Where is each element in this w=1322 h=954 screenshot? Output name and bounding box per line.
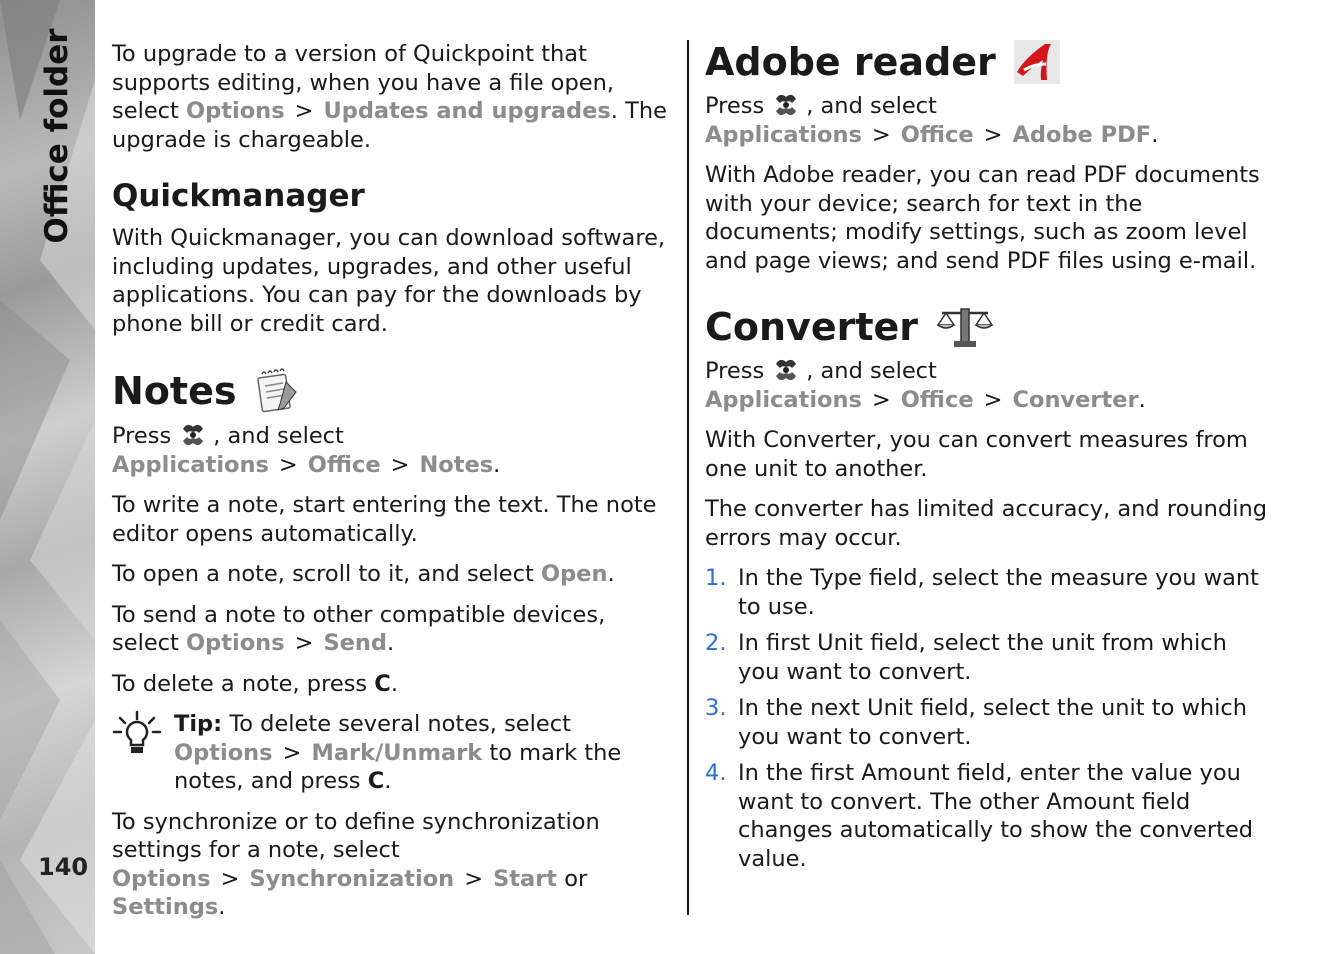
step-number: 4. bbox=[705, 760, 727, 786]
path-separator: > bbox=[294, 98, 314, 124]
menu-key-icon bbox=[770, 355, 802, 385]
converter-scale-icon bbox=[936, 305, 994, 349]
tip-text bbox=[174, 710, 674, 796]
menu-office: Office bbox=[307, 451, 381, 478]
menu-settings: Settings bbox=[112, 894, 219, 920]
adobe-description-paragraph: With Adobe reader, you can read PDF documents with your device; search for text in the documents; modify settings, such as zoom level and page views; and send PDF files using e-mail. bbox=[705, 162, 1260, 274]
column-divider bbox=[687, 40, 689, 915]
text: or bbox=[557, 865, 588, 892]
step-number: 2. bbox=[705, 630, 727, 656]
text: To delete several notes, select bbox=[222, 711, 571, 737]
tip-lightbulb-icon bbox=[112, 710, 162, 756]
menu-options: Options bbox=[186, 98, 285, 124]
page-number: 140 bbox=[38, 853, 89, 881]
converter-steps-list bbox=[705, 564, 1271, 873]
menu-office: Office bbox=[900, 386, 974, 413]
text: To delete a note, press bbox=[112, 670, 375, 697]
path-separator: > bbox=[871, 386, 891, 413]
menu-key-icon bbox=[770, 90, 802, 120]
text: to mark the notes, and press bbox=[174, 739, 622, 794]
menu-notes: Notes bbox=[419, 451, 494, 478]
left-column bbox=[112, 40, 674, 934]
right-column bbox=[705, 40, 1271, 881]
step-text: In the first Amount field, enter the value you want to convert. The other Amount field changes automatically to show the converted value. bbox=[738, 760, 1254, 872]
menu-mark-unmark: Mark/Unmark bbox=[311, 739, 483, 766]
notes-open-paragraph bbox=[112, 560, 674, 589]
notes-sync-paragraph bbox=[112, 808, 674, 922]
command-open: Open bbox=[540, 561, 608, 587]
path-separator: > bbox=[871, 121, 891, 148]
menu-adobe-pdf: Adobe PDF bbox=[1012, 121, 1152, 148]
notes-delete-paragraph bbox=[112, 670, 674, 699]
converter-description-paragraph: With Converter, you can convert measures from one unit to another. bbox=[705, 427, 1248, 482]
menu-converter: Converter bbox=[1012, 386, 1139, 413]
text: Press bbox=[112, 423, 172, 449]
notes-send-paragraph bbox=[112, 601, 674, 658]
text: Press bbox=[705, 358, 765, 384]
text: To upgrade to a version of Quickpoint that supports editing, when you have a file open, select bbox=[112, 41, 614, 124]
adobe-reader-heading-text: Adobe reader bbox=[705, 40, 996, 84]
text: To open a note, scroll to it, and select bbox=[112, 561, 541, 587]
text: . bbox=[1151, 121, 1159, 148]
text: . bbox=[387, 630, 395, 656]
quickmanager-paragraph: With Quickmanager, you can download software, including updates, upgrades, and other useful applications. You can pay for the downloads by phone bill or credit card. bbox=[112, 225, 666, 337]
converter-open-instruction bbox=[705, 355, 1271, 414]
key-c: C bbox=[374, 670, 391, 697]
path-separator: > bbox=[983, 121, 1003, 148]
menu-applications: Applications bbox=[705, 386, 862, 413]
converter-heading-text: Converter bbox=[705, 305, 919, 349]
list-item bbox=[705, 694, 1271, 751]
notes-heading bbox=[112, 368, 674, 414]
section-title: Office folder bbox=[39, 28, 75, 244]
menu-send: Send bbox=[323, 630, 388, 656]
text: . bbox=[218, 894, 226, 920]
notes-icon bbox=[254, 368, 300, 414]
text: To synchronize or to define synchronization settings for a note, select bbox=[112, 808, 600, 863]
list-item bbox=[705, 759, 1271, 873]
menu-start: Start bbox=[493, 865, 558, 892]
adobe-pdf-icon bbox=[1014, 40, 1060, 84]
key-c: C bbox=[367, 768, 385, 794]
text: , and select bbox=[806, 358, 937, 384]
tip-label: Tip: bbox=[174, 711, 223, 737]
adobe-open-instruction bbox=[705, 90, 1271, 149]
path-separator: > bbox=[282, 739, 302, 766]
path-separator: > bbox=[278, 451, 298, 478]
list-item bbox=[705, 564, 1271, 621]
tip-box bbox=[112, 710, 674, 796]
quickpoint-upgrade-paragraph bbox=[112, 40, 674, 154]
path-separator: > bbox=[983, 386, 1003, 413]
menu-key-icon bbox=[177, 420, 209, 450]
text: . bbox=[384, 768, 392, 794]
text: . bbox=[390, 670, 398, 697]
text: . bbox=[493, 451, 501, 478]
path-separator: > bbox=[390, 451, 410, 478]
list-item bbox=[705, 629, 1271, 686]
menu-applications: Applications bbox=[705, 121, 862, 148]
menu-updates-and-upgrades: Updates and upgrades bbox=[323, 98, 611, 124]
menu-applications: Applications bbox=[112, 451, 269, 478]
text: , and select bbox=[213, 423, 344, 449]
converter-heading bbox=[705, 305, 1271, 349]
menu-synchronization: Synchronization bbox=[249, 865, 455, 892]
notes-write-paragraph: To write a note, start entering the text. The note editor opens automatically. bbox=[112, 492, 657, 547]
notes-heading-text: Notes bbox=[112, 369, 237, 413]
step-text: In the next Unit field, select the unit to which you want to convert. bbox=[738, 695, 1248, 750]
step-number: 1. bbox=[705, 565, 727, 591]
quickmanager-heading: Quickmanager bbox=[112, 178, 365, 214]
text: To send a note to other compatible devices, select bbox=[112, 601, 606, 656]
adobe-reader-heading bbox=[705, 40, 1271, 84]
text: . bbox=[607, 561, 615, 587]
converter-accuracy-paragraph: The converter has limited accuracy, and rounding errors may occur. bbox=[705, 496, 1267, 551]
path-separator: > bbox=[464, 865, 484, 892]
notes-open-instruction bbox=[112, 420, 674, 479]
menu-options: Options bbox=[112, 865, 211, 892]
text: . The upgrade is chargeable. bbox=[112, 98, 667, 153]
path-separator: > bbox=[294, 630, 314, 656]
menu-options: Options bbox=[174, 739, 273, 766]
menu-office: Office bbox=[900, 121, 974, 148]
text: Press bbox=[705, 93, 765, 119]
text: , and select bbox=[806, 93, 937, 119]
sidebar bbox=[0, 0, 95, 954]
step-text: In first Unit field, select the unit from which you want to convert. bbox=[738, 630, 1227, 685]
menu-options: Options bbox=[186, 630, 285, 656]
text: . bbox=[1138, 386, 1146, 413]
step-number: 3. bbox=[705, 695, 727, 721]
step-text: In the Type field, select the measure you want to use. bbox=[738, 565, 1259, 620]
path-separator: > bbox=[220, 865, 240, 892]
